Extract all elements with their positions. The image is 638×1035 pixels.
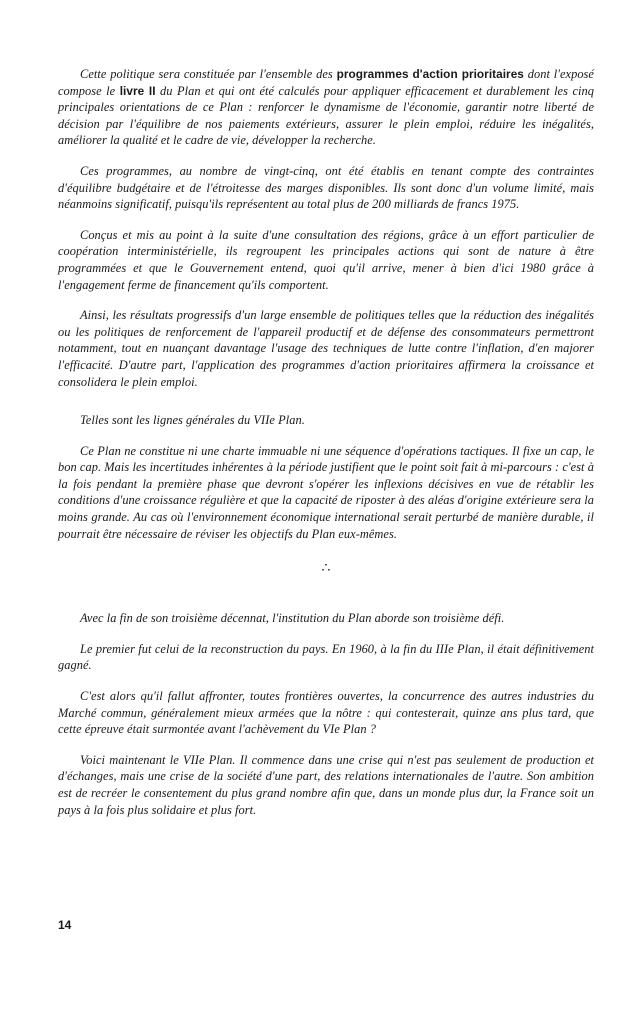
paragraph-1 [58, 66, 594, 149]
paragraph-4: Ainsi, les résultats progressifs d'un large ensemble de politiques telles que la réduction des inégalités ou les politiques de renforcement de l'appareil productif et de défense des consommateurs permettront notamment, tout en nuançant davantage l'usage des techniques de lutte contre l'inflation, d'en majorer l'efficacité. D'autre part, l'application des programmes d'action prioritaires affirmera la croissance et consolidera le plein emploi. [58, 308, 594, 389]
paragraph-3: Conçus et mis au point à la suite d'une consultation des régions, grâce à un effort particulier de coopération interministérielle, ils regroupent les principales actions qui sont de nature à être programmées et que le Gouvernement entend, quoi qu'il arrive, mener à bien d'ici 1980 grâce à l'engagement ferme de financement qu'ils comportent. [58, 227, 594, 292]
p1-bold-programmes: programmes d'action prioritaires [336, 67, 524, 81]
paragraph-6: Ce Plan ne constitue ni une charte immuable ni une séquence d'opérations tactiques. Il fixe un cap, le bon cap. Mais les incertitudes inhérentes à la période justifient que le point soit fait à mi-parcours : c'est à la fois pendant la première phase que devront s'opérer les inflexions décisives en vue de rétablir les conditions d'une croissance régulière et que la capacité de riposter à des aléas d'origine extérieure sera la moins grande. Au cas où l'environnement économique international serait perturbé de manière durable, il pourrait être nécessaire de réviser les objectifs du Plan eux-mêmes. [58, 443, 594, 541]
paragraph-5: Telles sont les lignes générales du VIIe Plan. [80, 413, 305, 428]
paragraph-2: Ces programmes, au nombre de vingt-cinq, ont été établis en tenant compte des contraintes d'équilibre budgétaire et de l'étroitesse des marges disponibles. Ils sont donc d'un volume limité, mais néanmoins significatif, puisqu'ils représentent au total plus de 200 milliards de francs 1975. [58, 163, 594, 212]
p1-text-e: du Plan et qui ont été calculés pour appliquer efficacement et durablement les cinq principales orientations de ce Plan : renforcer le dynamisme de l'économie, garantir notre liberté de décision par l'équilibre de nos paiements extérieurs, assurer le plein emploi, réduire les inégalités, améliorer la qualité et le cadre de vie, développer la recherche. [58, 83, 594, 148]
p1-text-a: Cette politique sera constituée par l'ensemble des [80, 67, 337, 81]
paragraph-7: Avec la fin de son troisième décennat, l'institution du Plan aborde son troisième défi. [80, 611, 505, 626]
page-number: 14 [58, 918, 72, 932]
p1-bold-livre: livre II [119, 83, 156, 98]
paragraph-9: C'est alors qu'il fallut affronter, toutes frontières ouvertes, la concurrence des autres industries du Marché commun, généralement mieux armées que la nôtre : qui contesterait, quinze ans plus tard, que cette épreuve était surmontée avant l'achèvement du VIe Plan ? [58, 689, 594, 737]
section-separator: ∴ [321, 561, 331, 577]
document-page [58, 66, 594, 818]
paragraph-10: Voici maintenant le VIIe Plan. Il commence dans une crise qui n'est pas seulement de production et d'échanges, mais une crise de la société d'une part, des relations internationales de l'autre. Son ambition est de recréer le consentement du plus grand nombre afin que, dans un monde plus dur, la France soit un pays à la fois plus solidaire et plus fort. [58, 752, 594, 817]
p1-text-c: dont l'exposé compose le [58, 67, 594, 98]
paragraph-8: Le premier fut celui de la reconstruction du pays. En 1960, à la fin du IIIe Plan, il était définitivement gagné. [58, 641, 594, 673]
